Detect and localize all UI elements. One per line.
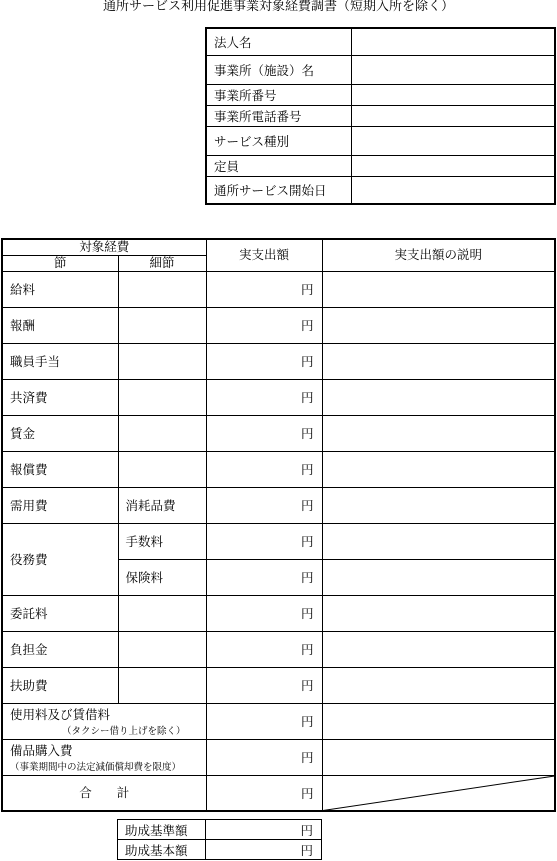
amount-cell[interactable]: 円 [206,667,322,703]
explanation-cell[interactable] [322,631,555,667]
saisetsu-label: 手数料 [118,523,206,559]
row-label: 賃金 [2,415,118,451]
info-label: サービス種別 [206,127,352,156]
header-saisetsu: 細節 [118,255,206,271]
subsidy-standard-amount[interactable]: 円 [206,820,322,840]
explanation-cell[interactable] [322,415,555,451]
row-label: 職員手当 [2,343,118,379]
info-value-field[interactable] [352,56,556,85]
total-amount-cell[interactable]: 円 [206,775,322,811]
row-label: 委託料 [2,595,118,631]
row-label: 役務費 [2,523,118,595]
row-label: 使用料及び賃借料 [10,707,111,722]
expense-table [1,238,556,812]
amount-cell[interactable]: 円 [206,271,322,307]
saisetsu-label: 保険料 [118,559,206,595]
row-label: 共済費 [2,379,118,415]
amount-cell[interactable]: 円 [206,595,322,631]
row-label: 備品購入費 [10,743,73,758]
subsidy-standard-label: 助成基準額 [118,820,206,840]
info-value-field[interactable] [352,85,556,106]
explanation-cell[interactable] [322,703,555,739]
row-label: 給料 [2,271,118,307]
saisetsu-cell[interactable] [118,595,206,631]
explanation-cell[interactable] [322,559,555,595]
header-setsu: 節 [2,255,118,271]
explanation-cell[interactable] [322,739,555,775]
info-label: 通所サービス開始日 [206,177,352,205]
amount-cell[interactable]: 円 [206,343,322,379]
info-value-field[interactable] [352,28,556,56]
row-label: 需用費 [2,487,118,523]
header-explanation: 実支出額の説明 [322,239,555,271]
row-label: 負担金 [2,631,118,667]
amount-cell[interactable]: 円 [206,559,322,595]
amount-cell[interactable]: 円 [206,451,322,487]
page-title: 通所サービス利用促進事業対象経費調書（短期入所を除く） [102,0,454,14]
diagonal-strike [323,776,554,811]
saisetsu-label: 消耗品費 [118,487,206,523]
amount-cell[interactable]: 円 [206,631,322,667]
saisetsu-cell[interactable] [118,415,206,451]
info-label: 事業所電話番号 [206,106,352,127]
explanation-cell[interactable] [322,667,555,703]
info-value-field[interactable] [352,106,556,127]
amount-cell[interactable]: 円 [206,307,322,343]
header-target-expense: 対象経費 [2,239,206,255]
info-label: 法人名 [206,28,352,56]
explanation-cell[interactable] [322,307,555,343]
info-label: 事業所番号 [206,85,352,106]
amount-cell[interactable]: 円 [206,703,322,739]
row-label-with-note [2,739,206,775]
saisetsu-cell[interactable] [118,631,206,667]
amount-cell[interactable]: 円 [206,523,322,559]
info-label: 事業所（施設）名 [206,56,352,85]
row-label-with-note [2,703,206,739]
info-label: 定員 [206,156,352,177]
amount-cell[interactable]: 円 [206,379,322,415]
subsidy-basic-label: 助成基本額 [118,840,206,860]
subsidy-basic-amount[interactable]: 円 [206,840,322,860]
row-label: 扶助費 [2,667,118,703]
explanation-cell[interactable] [322,271,555,307]
saisetsu-cell[interactable] [118,667,206,703]
saisetsu-cell[interactable] [118,271,206,307]
saisetsu-cell[interactable] [118,451,206,487]
row-label: 報酬 [2,307,118,343]
saisetsu-cell[interactable] [118,343,206,379]
row-note: （タクシー借り上げを除く） [62,726,186,737]
row-label: 報償費 [2,451,118,487]
amount-cell[interactable]: 円 [206,739,322,775]
row-note: （事業期間中の法定減価償却費を限度） [10,762,182,773]
total-explanation-cell [322,775,555,811]
info-value-field[interactable] [352,127,556,156]
explanation-cell[interactable] [322,451,555,487]
header-amount: 実支出額 [206,239,322,271]
explanation-cell[interactable] [322,379,555,415]
info-table [205,27,556,205]
explanation-cell[interactable] [322,343,555,379]
info-value-field[interactable] [352,177,556,205]
explanation-cell[interactable] [322,595,555,631]
amount-cell[interactable]: 円 [206,415,322,451]
amount-cell[interactable]: 円 [206,487,322,523]
info-value-field[interactable] [352,156,556,177]
explanation-cell[interactable] [322,487,555,523]
saisetsu-cell[interactable] [118,307,206,343]
explanation-cell[interactable] [322,523,555,559]
subsidy-table [117,819,322,860]
total-label: 合 計 [2,775,206,811]
saisetsu-cell[interactable] [118,379,206,415]
